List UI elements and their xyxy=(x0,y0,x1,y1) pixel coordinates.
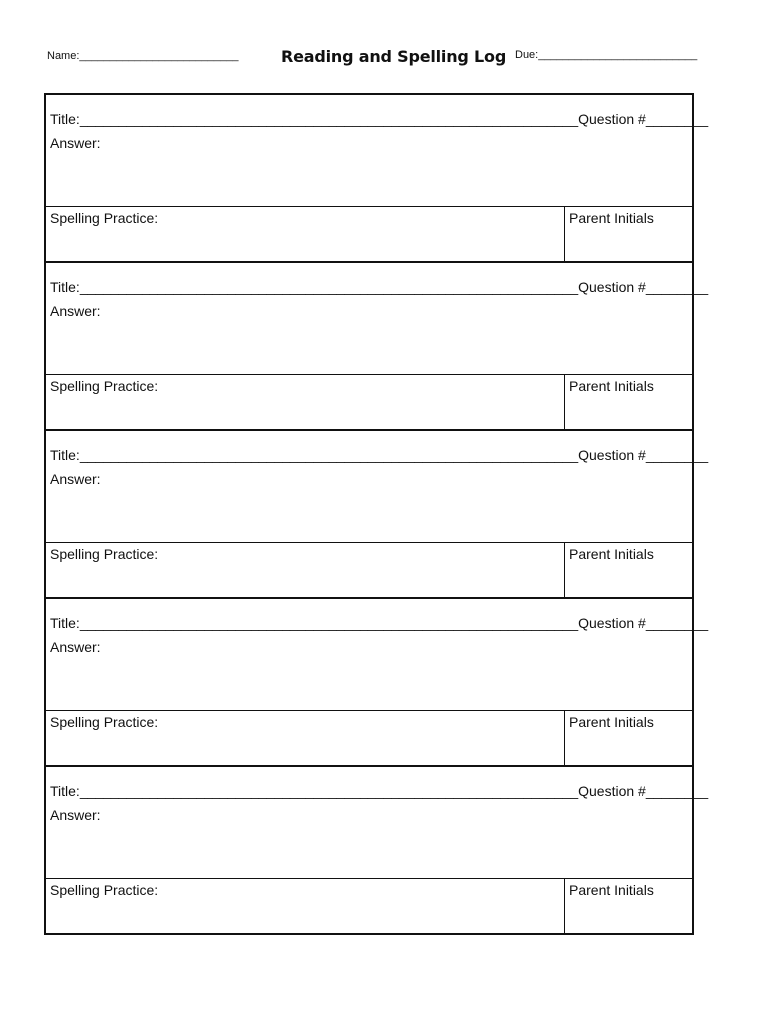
title-question-line: Title:________________________________________________________________Question #________ xyxy=(50,279,709,295)
parent-initials-label: Parent Initials xyxy=(569,378,654,394)
spelling-practice-label: Spelling Practice: xyxy=(50,378,159,394)
reading-log-table xyxy=(44,93,709,935)
spelling-practice-label: Spelling Practice: xyxy=(50,210,159,226)
question-answer-cell xyxy=(46,431,709,543)
spelling-row xyxy=(46,543,692,599)
due-field-label: Due:__________________________ xyxy=(515,49,698,61)
parent-initials-cell xyxy=(564,543,692,599)
spelling-practice-label: Spelling Practice: xyxy=(50,546,159,562)
question-answer-cell xyxy=(46,95,709,207)
parent-initials-label: Parent Initials xyxy=(569,546,654,562)
parent-initials-cell xyxy=(564,375,692,431)
parent-initials-label: Parent Initials xyxy=(569,882,654,898)
log-entry-2 xyxy=(46,261,709,429)
spelling-practice-label: Spelling Practice: xyxy=(50,882,159,898)
parent-initials-cell xyxy=(564,207,692,263)
log-entry-3 xyxy=(46,429,709,597)
spelling-row xyxy=(46,375,692,431)
question-answer-cell xyxy=(46,599,709,711)
answer-label: Answer: xyxy=(50,639,101,655)
parent-initials-label: Parent Initials xyxy=(569,210,654,226)
answer-label: Answer: xyxy=(50,807,101,823)
spelling-practice-label: Spelling Practice: xyxy=(50,714,159,730)
title-question-line: Title:________________________________________________________________Question #________ xyxy=(50,783,709,799)
worksheet-header xyxy=(0,44,768,76)
log-entry-4 xyxy=(46,597,709,765)
parent-initials-cell xyxy=(564,879,692,935)
name-field-label: Name:__________________________ xyxy=(47,50,239,62)
worksheet-title: Reading and Spelling Log xyxy=(281,47,507,66)
title-question-line: Title:________________________________________________________________Question #________ xyxy=(50,615,709,631)
parent-initials-label: Parent Initials xyxy=(569,714,654,730)
spelling-row xyxy=(46,711,692,767)
log-entry-5 xyxy=(46,765,709,933)
log-entry-1 xyxy=(46,93,709,261)
question-answer-cell xyxy=(46,263,709,375)
parent-initials-cell xyxy=(564,711,692,767)
spelling-row xyxy=(46,207,692,263)
answer-label: Answer: xyxy=(50,303,101,319)
title-question-line: Title:________________________________________________________________Question #________ xyxy=(50,111,709,127)
answer-label: Answer: xyxy=(50,135,101,151)
question-answer-cell xyxy=(46,767,709,879)
title-question-line: Title:________________________________________________________________Question #________ xyxy=(50,447,709,463)
answer-label: Answer: xyxy=(50,471,101,487)
spelling-row xyxy=(46,879,692,935)
